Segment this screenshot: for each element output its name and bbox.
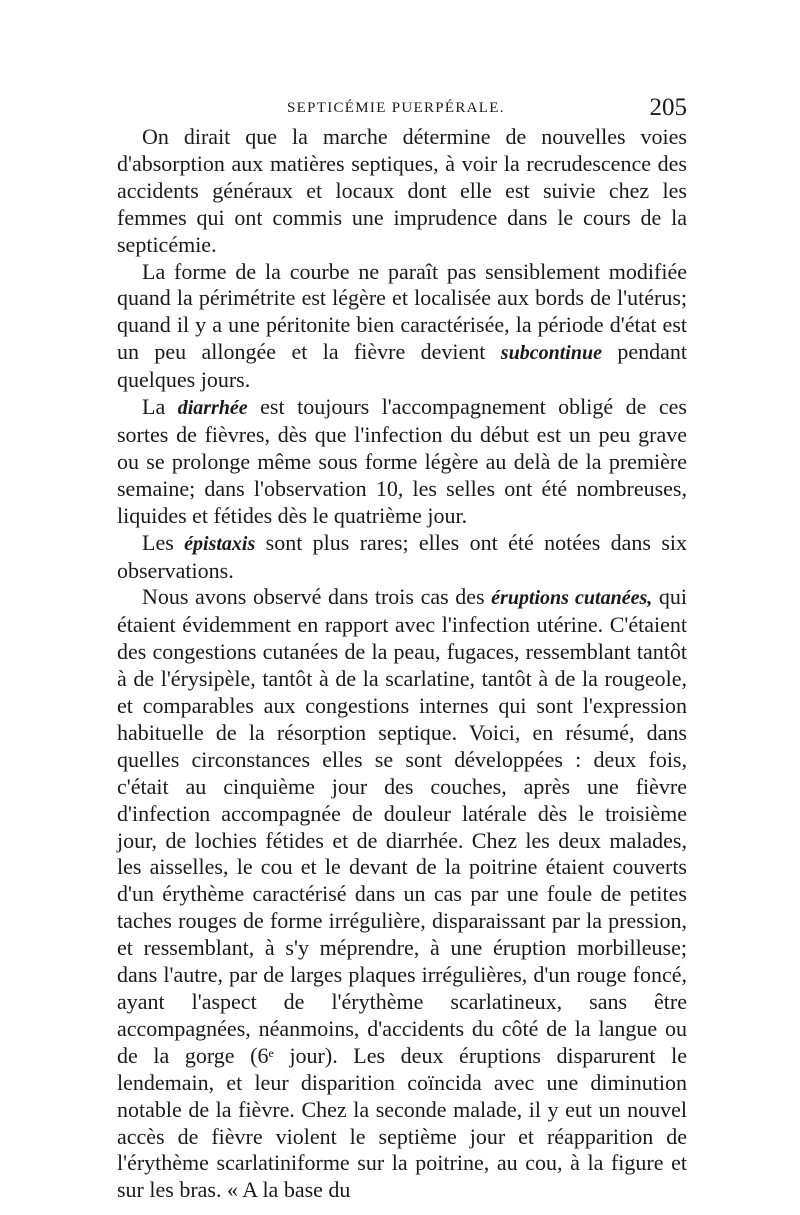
paragraph-4: [117, 530, 687, 585]
paragraph-text: est toujours l'accompagnement obligé de ces sortes de fièvres, dès que l'infection du début est un peu grave ou se prolonge même sous forme légère au delà de la première semaine; dans l'observation 10, les selles ont été nombreuses, liquides et fétides dès le quatrième jour.: [117, 394, 687, 528]
paragraph-text: qui étaient évidemment en rapport avec l'infection utérine. C'étaient des congestions cutanées de la peau, fugaces, ressemblant tantôt à de l'érysipèle, tantôt à de la scarlatine, tantôt à de la rougeole, et comparables aux congestions internes qui sont l'expression habituelle de la résorption septique. Voici, en résumé, dans quelles circonstances elles se sont développées : deux fois, c'était au cinquième jour des couches, après une fièvre d'infection accompagnée de douleur latérale dès le troisième jour, de lochies fétides et de diarrhée. Chez les deux malades, les aisselles, le cou et le devant de la poitrine étaient couverts d'un érythème caractérisé dans un cas par une foule de petites taches rouges de forme irrégulière, disparaissant par la pression, et ressemblant, à s'y méprendre, à une éruption morbilleuse; dans l'autre, par de larges plaques irrégulières, d'un rouge foncé, ayant l'aspect de l'érythème scarlatineux, sans être accompagnées, néanmoins, d'accidents du côté de la langue ou de la gorge (6: [117, 584, 687, 1068]
paragraph-text: Les: [142, 529, 185, 555]
paragraph-text: La: [142, 394, 178, 420]
paragraph-2: [117, 259, 687, 395]
paragraph-text: jour). Les deux éruptions disparurent le lendemain, et leur disparition coïncida avec une diminution notable de la fièvre. Chez la seconde malade, il y eut un nouvel accès de fièvre violent le septième jour et réapparition de l'érythème scarlatiniforme sur la poitrine, au cou, à la figure et sur les bras. « A la base du: [117, 1042, 687, 1203]
paragraph-3: [117, 394, 687, 530]
paragraph-1: [117, 124, 687, 259]
running-title: SEPTICÉMIE PUERPÉRALE.: [287, 100, 505, 116]
page-number: 205: [649, 94, 687, 121]
body-text: [117, 124, 687, 1204]
italic-term: éruptions cutanées,: [491, 587, 653, 610]
paragraph-text: La forme de la courbe ne paraît pas sensiblement modifiée quand la périmétrite est légère et localisée aux bords de l'utérus; quand il y a une péritonite bien caractérisée, la période d'état est un peu allongée et la fièvre devient: [117, 258, 687, 365]
italic-term: diarrhée: [177, 397, 248, 420]
italic-term: épistaxis: [184, 532, 256, 555]
paragraph-text: pendant quelques jours.: [117, 339, 687, 393]
paragraph-text: Nous avons observé dans trois cas des: [142, 584, 492, 610]
paragraph-5: [117, 584, 687, 1204]
paragraph-text: sont plus rares; elles ont été notées dans six observations.: [117, 529, 688, 583]
superscript: e: [268, 1045, 274, 1060]
italic-term: subcontinue: [500, 342, 602, 365]
paragraph-text: On dirait que la marche détermine de nouvelles voies d'absorption aux matières septiques, à voir la recrudescence des accidents généraux et locaux dont elle est suivie chez les femmes qui ont commis une imprudence dans le cours de la septicémie.: [117, 124, 687, 257]
page-header: [117, 96, 687, 126]
